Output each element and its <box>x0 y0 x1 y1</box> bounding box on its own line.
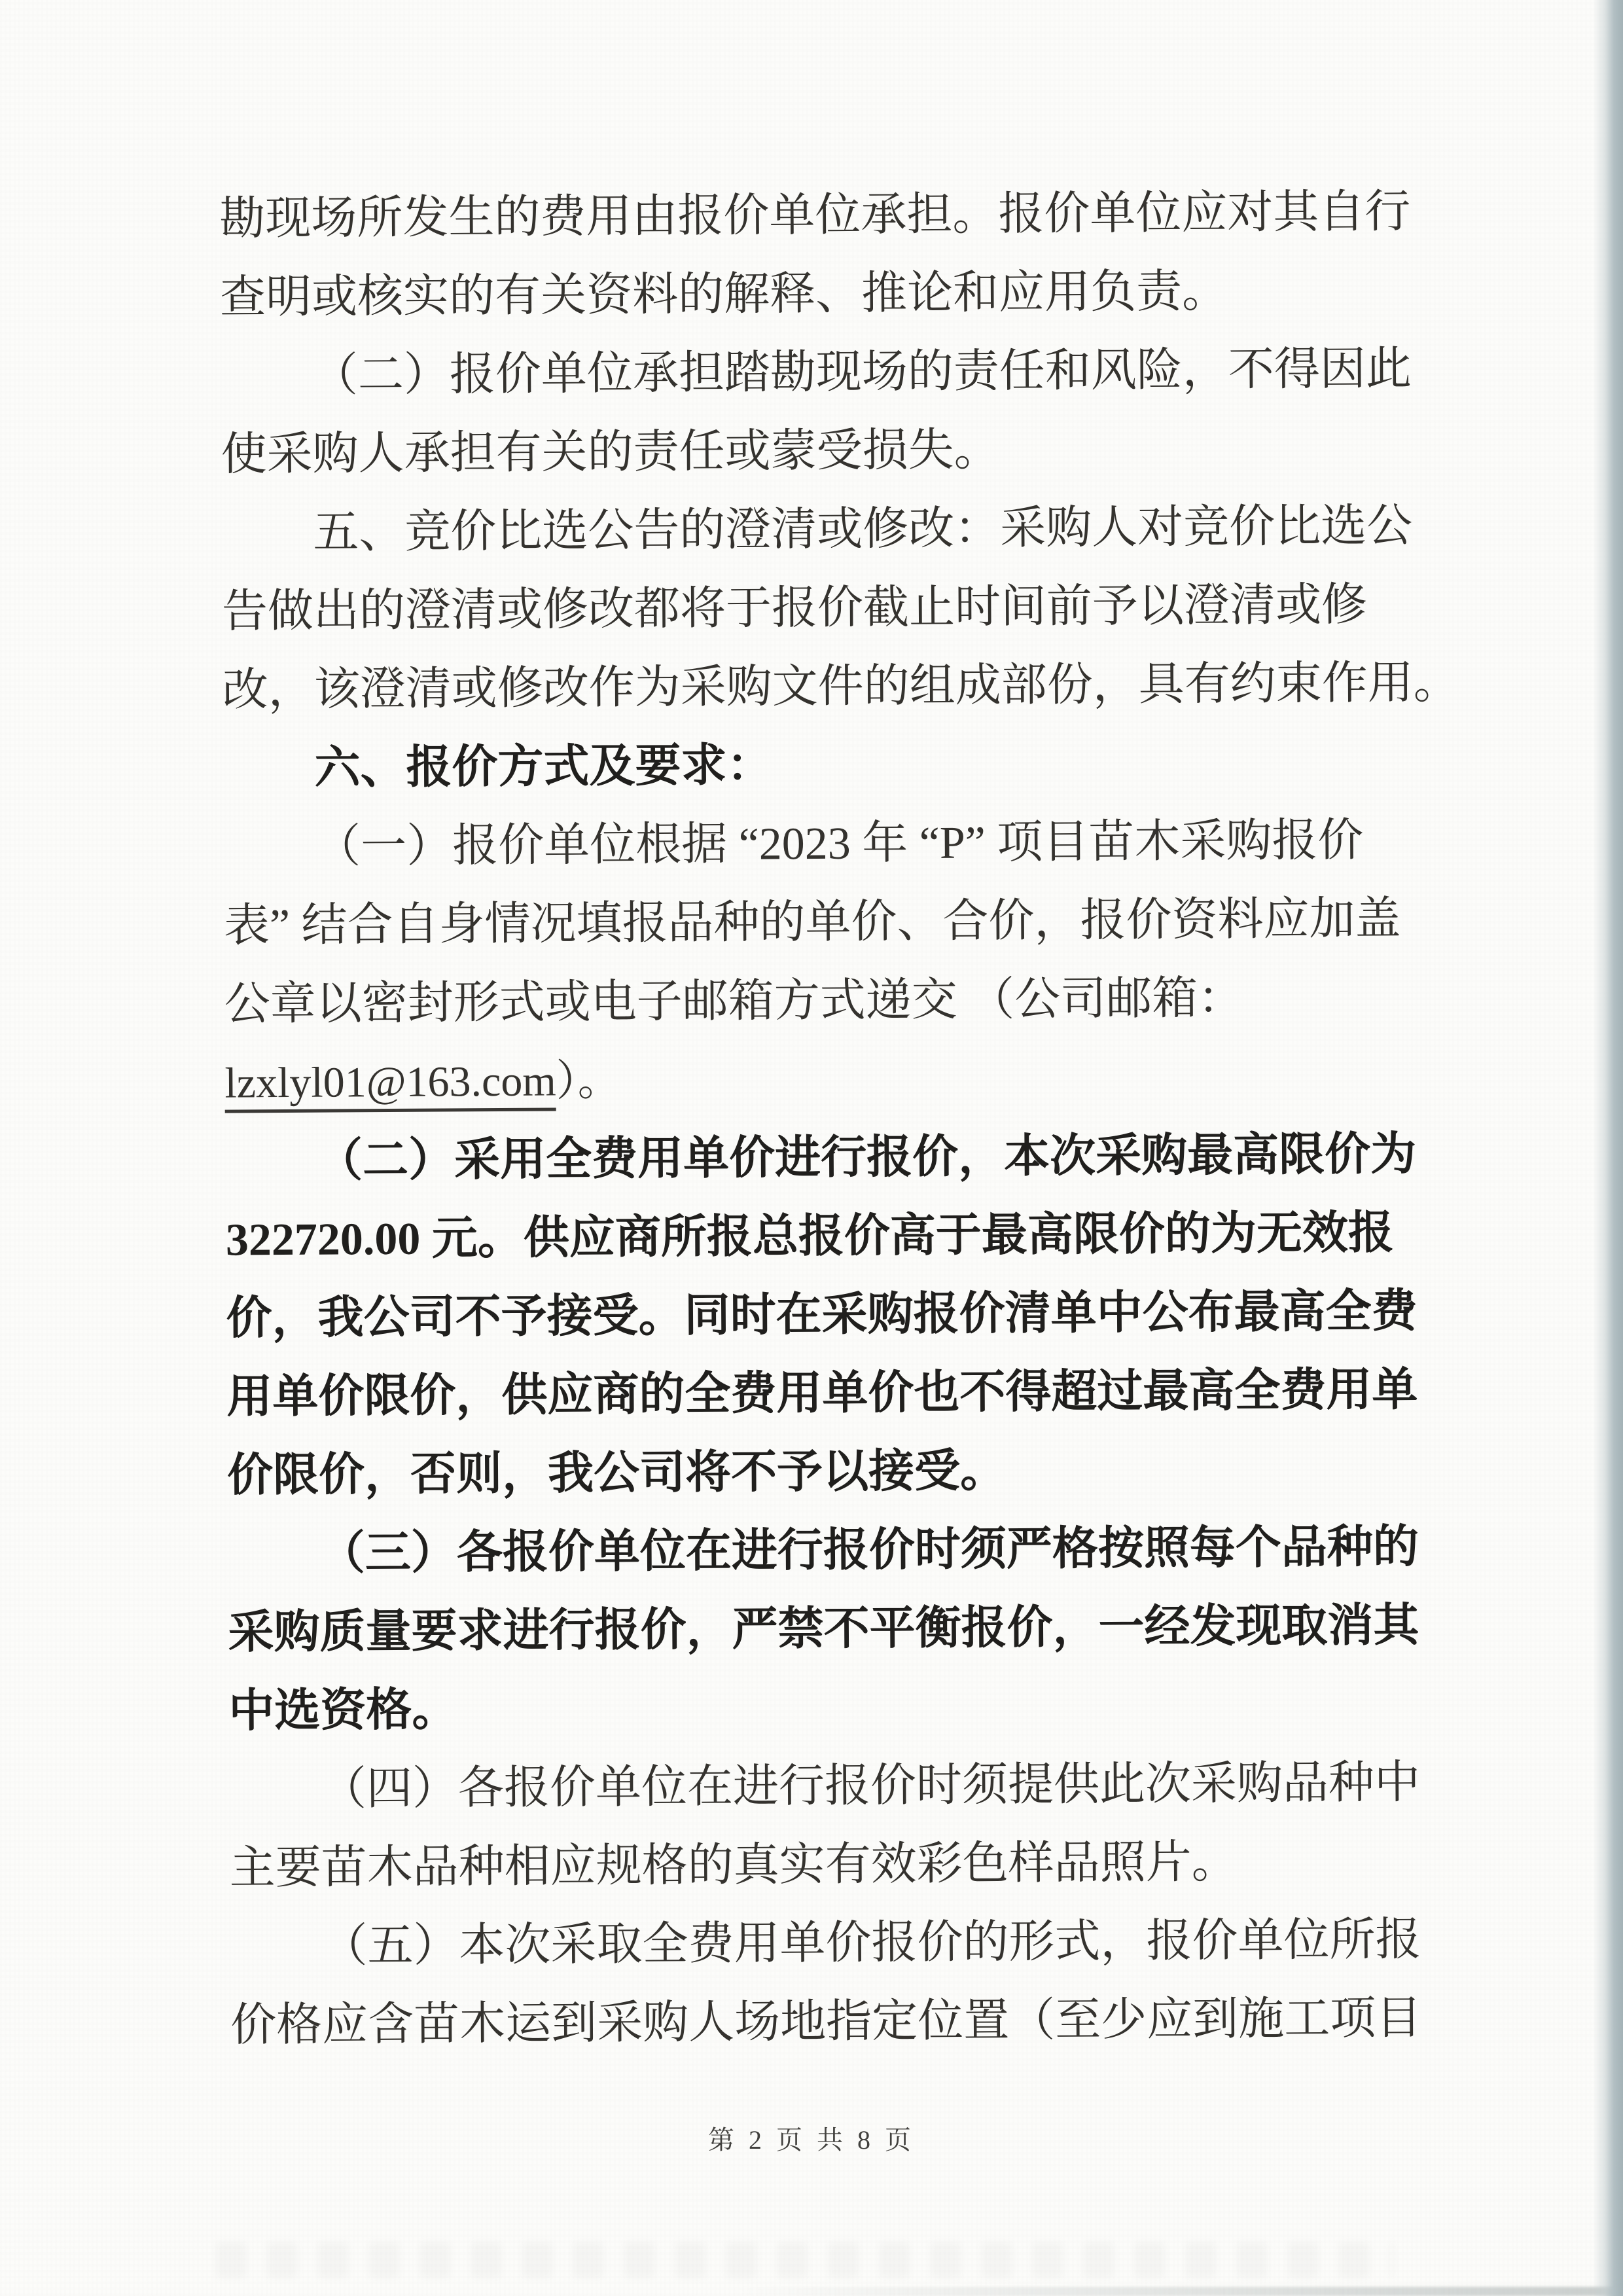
text-run: 主要苗木品种相应规格的真实有效彩色样品照片。 <box>229 1837 1238 1894</box>
page-footer: 第 2 页 共 8 页 <box>708 2125 915 2155</box>
text-run: 中选资格。 <box>228 1685 458 1737</box>
scanner-edge-strip <box>1593 0 1623 2296</box>
text-line <box>228 1587 1426 1672</box>
text-line <box>220 330 1418 416</box>
text-run: 告做出的澄清或修改都将于报价截止时间前予以澄清或修 <box>221 579 1368 637</box>
text-line <box>220 251 1418 337</box>
text-line <box>221 487 1419 573</box>
text-line <box>229 1744 1427 1829</box>
scan-bottom-shadow <box>730 2287 1623 2296</box>
text-run: 五、竞价比选公告的澄清或修改：采购人对竞价比选公 <box>313 501 1413 558</box>
text-run: 公章以密封形式或电子邮箱方式递交 （公司邮箱： <box>224 973 1244 1030</box>
text-line <box>224 1037 1423 1122</box>
bleedthrough-smudge <box>216 2242 1394 2278</box>
email-text: lzxlyl01@163.com <box>224 1057 556 1113</box>
text-line <box>227 1429 1425 1515</box>
text-run: 用单价限价，供应商的全费用单价也不得超过最高全费用单 <box>226 1365 1418 1423</box>
text-line <box>221 408 1419 494</box>
text-run: 勘现场所发生的费用由报价单位承担。报价单位应对其自行 <box>219 187 1411 245</box>
text-run: （二）报价单位承担踏勘现场的责任和风险，不得因此 <box>312 344 1412 401</box>
text-line <box>227 1508 1425 1594</box>
text-run: 改，该澄清或修改作为采购文件的组成部份，具有约束作用。 <box>222 658 1459 716</box>
text-line <box>226 1272 1424 1358</box>
text-run: （二）采用全费用单价进行报价，本次采购最高限价为 <box>316 1129 1417 1187</box>
text-run: 价格应含苗木运到采购人场地指定位置（至少应到施工项目 <box>230 1993 1422 2051</box>
text-run: 采购质量要求进行报价，严禁不平衡报价，一经发现取消其 <box>228 1600 1419 1659</box>
text-line <box>224 880 1422 965</box>
text-line <box>228 1665 1427 1751</box>
text-run: 价限价，否则，我公司将不予以接受。 <box>226 1446 1007 1501</box>
text-line <box>222 644 1459 730</box>
text-line <box>226 1351 1425 1437</box>
text-run: 使采购人承担有关的责任或蒙受损失。 <box>221 425 1000 480</box>
text-run: （四）各报价单位在进行报价时须提供此次采购品种中 <box>320 1757 1421 1815</box>
text-run: 查明或核实的有关资料的解释、推论和应用负责。 <box>219 266 1228 323</box>
text-run: 表” 结合自身情况填报品种的单价、合价，报价资料应加盖 <box>223 893 1401 952</box>
text-line <box>229 1822 1427 1908</box>
text-line <box>219 173 1418 259</box>
text-line <box>223 801 1421 887</box>
text-run: ）。 <box>556 1056 621 1105</box>
text-line <box>230 1901 1428 1986</box>
text-run: 价，我公司不予接受。同时在采购报价清单中公布最高全费 <box>226 1286 1418 1344</box>
text-run: （一）报价单位根据 “2023 年 “P” 项目苗木采购报价 <box>315 815 1364 872</box>
text-run: （三）各报价单位在进行报价时须严格按照每个品种的 <box>319 1522 1419 1579</box>
text-run: 六、报价方式及要求： <box>314 740 773 794</box>
text-line <box>224 958 1422 1044</box>
text-line <box>223 723 1421 808</box>
text-run: （五）本次采取全费用单价报价的形式，报价单位所报 <box>321 1914 1421 1972</box>
text-line <box>230 1979 1429 2065</box>
text-line <box>225 1115 1423 1201</box>
text-run: 322720.00 元。供应商所报总报价高于最高限价的为无效报 <box>225 1208 1395 1266</box>
text-line <box>226 1194 1424 1280</box>
text-line <box>222 565 1420 651</box>
document-lines <box>219 173 1459 2065</box>
